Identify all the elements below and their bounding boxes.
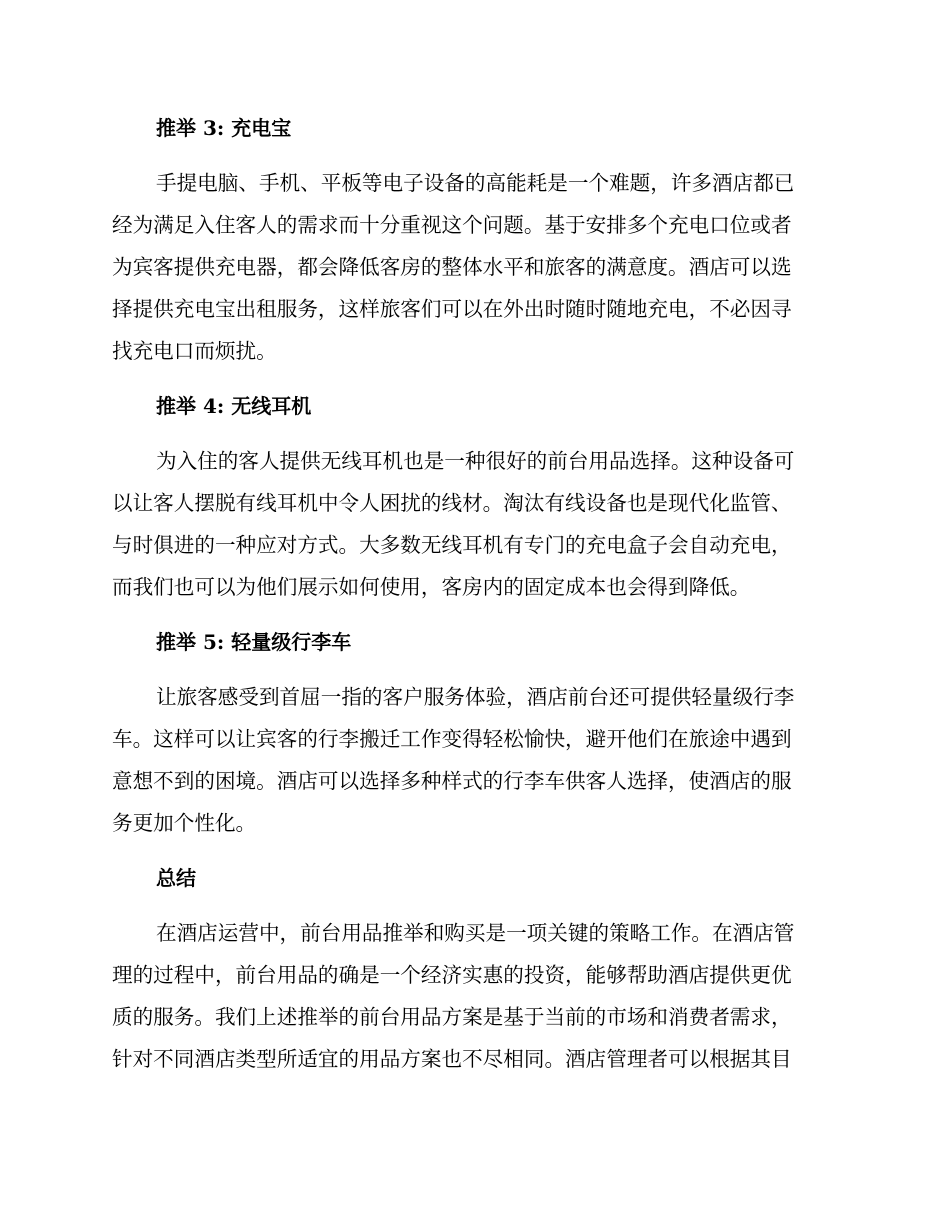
paragraph-line: 务更加个性化。 [112, 811, 257, 835]
section-heading-luggage-cart: 推举 5: 轻量级行李车 [156, 630, 352, 654]
paragraph-line: 针对不同酒店类型所适宜的用品方案也不尽相同。酒店管理者可以根据其目 [112, 1047, 792, 1071]
section-heading-wireless-earphones: 推举 4: 无线耳机 [156, 394, 312, 418]
paragraph-line: 为入住的客人提供无线耳机也是一种很好的前台用品选择。这种设备可 [156, 449, 795, 473]
paragraph-line: 理的过程中，前台用品的确是一个经济实惠的投资，能够帮助酒店提供更优 [112, 963, 792, 987]
paragraph-line: 经为满足入住客人的需求而十分重视这个问题。基于安排多个充电口位或者 [112, 213, 792, 237]
section-heading-summary: 总结 [156, 866, 196, 890]
paragraph-line: 手提电脑、手机、平板等电子设备的高能耗是一个难题，许多酒店都已 [156, 171, 795, 195]
paragraph-line: 意想不到的困境。酒店可以选择多种样式的行李车供客人选择，使酒店的服 [112, 769, 792, 793]
paragraph-line: 质的服务。我们上述推举的前台用品方案是基于当前的市场和消费者需求， [112, 1005, 792, 1029]
paragraph-line: 为宾客提供充电器，都会降低客房的整体水平和旅客的满意度。酒店可以选 [112, 255, 792, 279]
paragraph-line: 与时俱进的一种应对方式。大多数无线耳机有专门的充电盒子会自动充电， [112, 533, 792, 557]
paragraph-line: 而我们也可以为他们展示如何使用，客房内的固定成本也会得到降低。 [112, 575, 751, 599]
section-paragraph-luggage-cart [112, 676, 828, 844]
section-paragraph-power-bank [112, 162, 828, 372]
section-paragraph-wireless-earphones [112, 440, 828, 608]
paragraph-line: 让旅客感受到首屈一指的客户服务体验，酒店前台还可提供轻量级行李 [156, 685, 795, 709]
section-paragraph-summary [112, 912, 828, 1080]
paragraph-line: 找充电口而烦扰。 [112, 339, 277, 363]
paragraph-line: 在酒店运营中，前台用品推举和购买是一项关键的策略工作。在酒店管 [156, 921, 795, 945]
paragraph-line: 以让客人摆脱有线耳机中令人困扰的线材。淘汰有线设备也是现代化监管、 [112, 491, 792, 515]
paragraph-line: 车。这样可以让宾客的行李搬迁工作变得轻松愉快，避开他们在旅途中遇到 [112, 727, 792, 751]
section-heading-power-bank: 推举 3: 充电宝 [156, 116, 292, 140]
paragraph-line: 择提供充电宝出租服务，这样旅客们可以在外出时随时随地充电，不必因寻 [112, 297, 792, 321]
